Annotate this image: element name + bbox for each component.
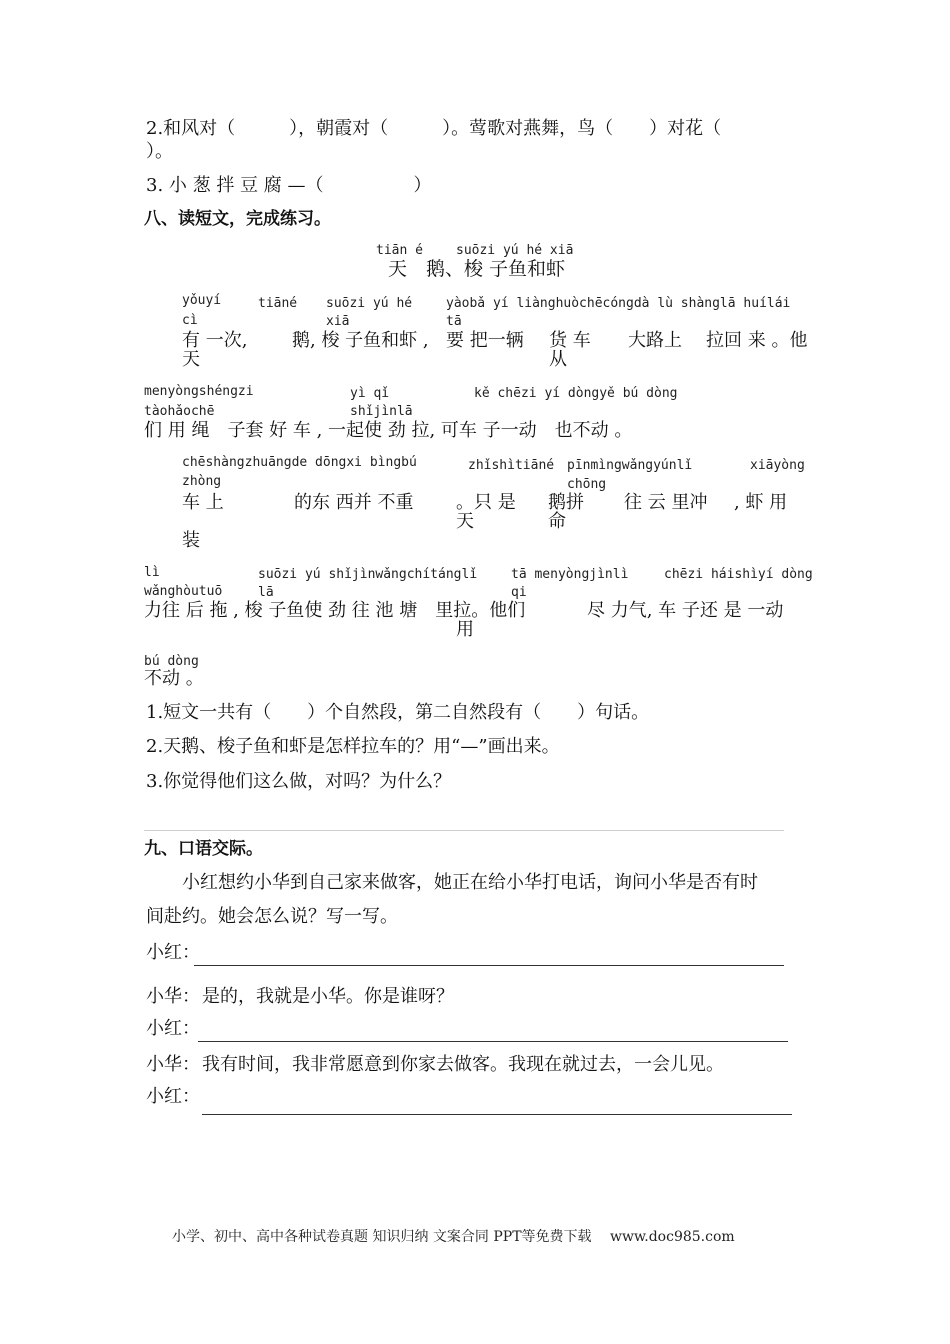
p1l2-pinyin-a2: tàohǎochē <box>144 404 215 419</box>
p2l1-text-c: 。只 是 <box>456 492 516 513</box>
section9-intro-line2: 间赴约。她会怎么说？写一写。 <box>146 906 398 927</box>
p1l1-pinyin-d: yàobǎ yí liànghuòchēcóngdà lù shànglā huílái <box>446 296 791 311</box>
q2-couplet-line1: 2.和风对（ ），朝霞对（ ）。莺歌对燕舞，鸟（ ）对花（ <box>146 118 722 139</box>
p2l1-text-b: 的东 西并 不重 <box>294 492 414 513</box>
p1l2-pinyin-a: menyòngshéngzi <box>144 384 254 399</box>
question-3: 3.你觉得他们这么做，对吗？为什么？ <box>146 771 452 792</box>
p2l2-pinyin-d: chēzi háishìyí dòng <box>664 567 813 582</box>
p2l2-pinyin-c: tā menyòngjìnlì <box>511 567 629 582</box>
p2l2-pinyin-b: suōzi yú shǐjìnwǎngchítánglǐ <box>258 567 478 582</box>
title-pinyin-1: tiān é <box>376 243 423 258</box>
p1l1-text-d: 货 车 <box>549 330 591 351</box>
p2l2-pinyin-a2: wǎnghòutuō <box>144 584 223 599</box>
p1l1-text-c: 要 把一辆 <box>446 330 524 351</box>
p1l2-text: 们 用 绳 子套 好 车 , 一起使 劲 拉, 可车 子一动 也不动 。 <box>144 420 633 441</box>
p2l1-pinyin-b: zhǐshìtiāné <box>468 458 555 473</box>
section8-heading: 八、读短文，完成练习。 <box>144 209 331 229</box>
p2l2-pinyin-c2: qi <box>511 585 527 600</box>
dialogue-speaker-5: 小红： <box>146 1086 200 1107</box>
p2l2-pinyin-b2: lā <box>258 585 274 600</box>
p2l1-pinyin-c2: chōng <box>567 477 607 492</box>
q2-couplet-line2: ）。 <box>146 141 173 162</box>
q3-xiehouyu: 3. 小 葱 拌 豆 腐 —（ ） <box>146 175 432 196</box>
p1l2-pinyin-b2: shǐjìnlā <box>350 404 413 419</box>
p2l1-pinyin-a: chēshàngzhuāngde dōngxi bìngbú <box>182 455 417 470</box>
p2l1-text-d: 鹅拼 <box>548 492 584 513</box>
dialogue-text-4: 我有时间，我非常愿意到你家去做客。我现在就过去，一会儿见。 <box>202 1054 724 1075</box>
question-1: 1.短文一共有（ ）个自然段，第二自然段有（ ）句话。 <box>146 702 650 723</box>
p2l3-pinyin: bú dòng <box>144 654 199 669</box>
answer-line-2[interactable] <box>198 1041 788 1042</box>
p1l1-pinyin-d2: tā <box>446 314 462 329</box>
p2l2-pinyin-a: lì <box>144 565 160 580</box>
p2l2-text-a: 力往 后 拖 , 梭 子鱼使 劲 往 池 塘 里拉。他们 <box>144 600 526 621</box>
title-pinyin-2: suōzi yú hé xiā <box>456 243 574 258</box>
answer-line-3[interactable] <box>202 1114 792 1115</box>
p1l1-text-f: 拉回 来 。他 <box>706 330 808 351</box>
p1l1-text-a2: 天 <box>182 349 200 370</box>
p1l1-text-a: 有 一次, <box>182 330 248 351</box>
p1l1-pinyin-c: suōzi yú hé <box>326 296 413 311</box>
story-title: 天 鹅、梭 子鱼和虾 <box>388 258 566 280</box>
p1l1-text-b: 鹅, 梭 子鱼和虾 , <box>292 330 429 351</box>
p1l1-pinyin-a: yǒuyí <box>182 293 222 308</box>
p2l1-text-e: 往 云 里冲 <box>624 492 708 513</box>
p1l1-text-d2: 从 <box>549 349 567 370</box>
p2l1-pinyin-a2: zhòng <box>182 474 222 489</box>
dialogue-speaker-4: 小华： <box>146 1054 200 1075</box>
p2l1-text-c2: 天 <box>456 511 474 532</box>
section9-intro-line1: 小红想约小华到自己家来做客，她正在给小华打电话，询问小华是否有时 <box>182 872 758 893</box>
p1l1-pinyin-c2: xiā <box>326 314 350 329</box>
p1l1-pinyin-a2: cì <box>182 313 198 328</box>
answer-line-1[interactable] <box>194 965 784 966</box>
dialogue-speaker-1: 小红： <box>146 942 200 963</box>
section9-heading: 九、口语交际。 <box>144 839 263 859</box>
p1l1-pinyin-b: tiāné <box>258 296 298 311</box>
section-divider <box>144 830 784 831</box>
dialogue-speaker-2: 小华： <box>146 986 200 1007</box>
p1l2-pinyin-c: kě chēzi yí dòngyě bú dòng <box>474 386 678 401</box>
p2l1-text-a2: 装 <box>182 530 200 551</box>
dialogue-speaker-3: 小红： <box>146 1018 200 1039</box>
dialogue-text-2: 是的，我就是小华。你是谁呀？ <box>202 986 454 1007</box>
p2l1-text-f: , 虾 用 <box>734 492 788 513</box>
p2l1-text-d2: 命 <box>548 511 566 532</box>
p1l2-pinyin-b: yì qǐ <box>350 386 390 401</box>
question-2: 2.天鹅、梭子鱼和虾是怎样拉车的？用“—”画出来。 <box>146 736 560 757</box>
p1l1-text-e: 大路上 <box>628 330 682 351</box>
p2l1-pinyin-d: xiāyòng <box>750 458 805 473</box>
p2l3-text: 不动 。 <box>144 668 204 689</box>
p2l2-text-a2: 用 <box>456 619 474 640</box>
p2l1-text-a: 车 上 <box>182 492 224 513</box>
page-footer: 小学、初中、高中各种试卷真题 知识归纳 文案合同 PPT等免费下载 www.doc985.com <box>172 1229 735 1245</box>
p2l2-text-b: 尽 力气, 车 子还 是 一动 <box>587 600 784 621</box>
p2l1-pinyin-c: pīnmìngwǎngyúnlǐ <box>567 458 693 473</box>
